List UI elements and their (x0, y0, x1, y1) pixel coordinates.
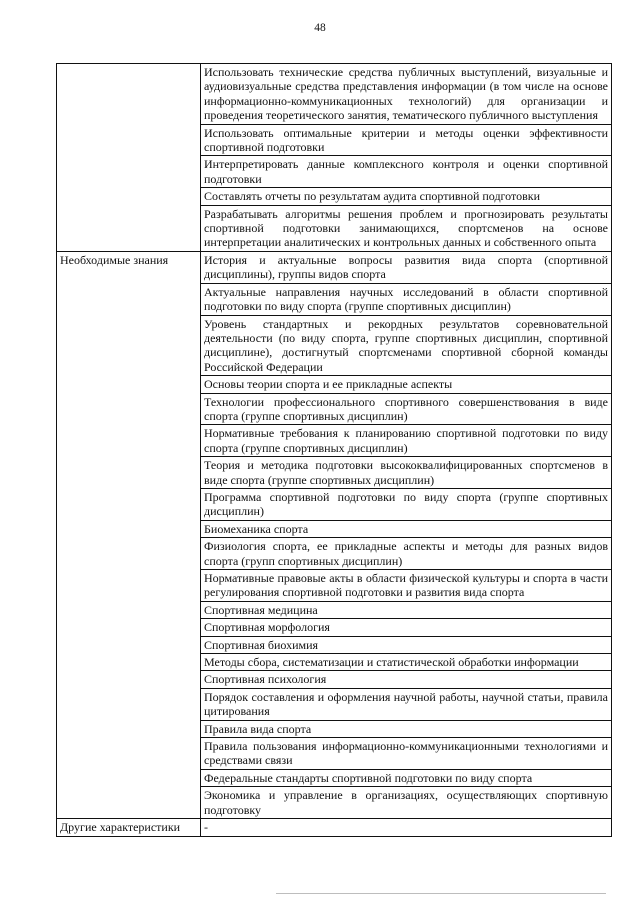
table-row (57, 64, 612, 125)
content-cell: Методы сбора, систематизации и статистической обработки информации (201, 654, 612, 671)
content-cell: Порядок составления и оформления научной работы, научной статьи, правила цитирования (201, 688, 612, 720)
content-cell: Правила вида спорта (201, 720, 612, 737)
content-cell: Спортивная биохимия (201, 636, 612, 653)
content-cell: Технологии профессионального спортивного совершенствования в виде спорта (группе спортивных дисциплин) (201, 393, 612, 425)
content-cell: Программа спортивной подготовки по виду спорта (группе спортивных дисциплин) (201, 488, 612, 520)
page-edge-line (276, 893, 606, 894)
content-cell: Интерпретировать данные комплексного контроля и оценки спортивной подготовки (201, 156, 612, 188)
content-cell: Спортивная медицина (201, 601, 612, 618)
content-cell: Спортивная морфология (201, 619, 612, 636)
content-cell: Правила пользования информационно-коммуникационными технологиями и средствами связи (201, 738, 612, 770)
content-cell: Использовать оптимальные критерии и методы оценки эффективности спортивной подготовки (201, 124, 612, 156)
content-cell: - (201, 819, 612, 836)
content-cell: Физиология спорта, ее прикладные аспекты и методы для разных видов спорта (групп спортивных дисциплин) (201, 538, 612, 570)
table-row (57, 251, 612, 283)
content-cell: Биомеханика спорта (201, 520, 612, 537)
competency-table (56, 63, 612, 837)
content-cell: Разрабатывать алгоритмы решения проблем и прогнозировать результаты спортивной подготовки занимающихся, спортсменов на основе интерпретации аналитических и контрольных данных и собственного опыта (201, 205, 612, 251)
section-label-cell (57, 64, 201, 252)
table-row (57, 819, 612, 836)
content-cell: Уровень стандартных и рекордных результатов соревновательной деятельности (по виду спорта, группе спортивных дисциплин, спортивной дисциплине), достигнутый спортсменами спортивной сборной команды Российской Федерации (201, 315, 612, 376)
content-cell: Теория и методика подготовки высококвалифицированных спортсменов в виде спорта (группе спортивных дисциплин) (201, 457, 612, 489)
content-cell: Актуальные направления научных исследований в области спортивной подготовки по виду спорта (группе спортивных дисциплин) (201, 283, 612, 315)
content-cell: Использовать технические средства публичных выступлений, визуальные и аудиовизуальные средства представления информации (в том числе на основе информационно-коммуникационных технологий) для организации и проведения теоретического занятия, тематического публичного выступления (201, 64, 612, 125)
page-number: 48 (314, 22, 326, 34)
content-cell: История и актуальные вопросы развития вида спорта (спортивной дисциплины), группы видов спорта (201, 251, 612, 283)
content-cell: Нормативные требования к планированию спортивной подготовки по виду спорта (группе спортивных дисциплин) (201, 425, 612, 457)
content-cell: Основы теории спорта и ее прикладные аспекты (201, 376, 612, 393)
content-cell: Спортивная психология (201, 671, 612, 688)
content-cell: Нормативные правовые акты в области физической культуры и спорта в части регулирования спортивной подготовки и развития вида спорта (201, 570, 612, 602)
section-label-cell: Другие характеристики (57, 819, 201, 836)
content-cell: Составлять отчеты по результатам аудита спортивной подготовки (201, 188, 612, 205)
content-cell: Экономика и управление в организациях, осуществляющих спортивную подготовку (201, 787, 612, 819)
section-label-cell: Необходимые знания (57, 251, 201, 818)
content-cell: Федеральные стандарты спортивной подготовки по виду спорта (201, 769, 612, 786)
